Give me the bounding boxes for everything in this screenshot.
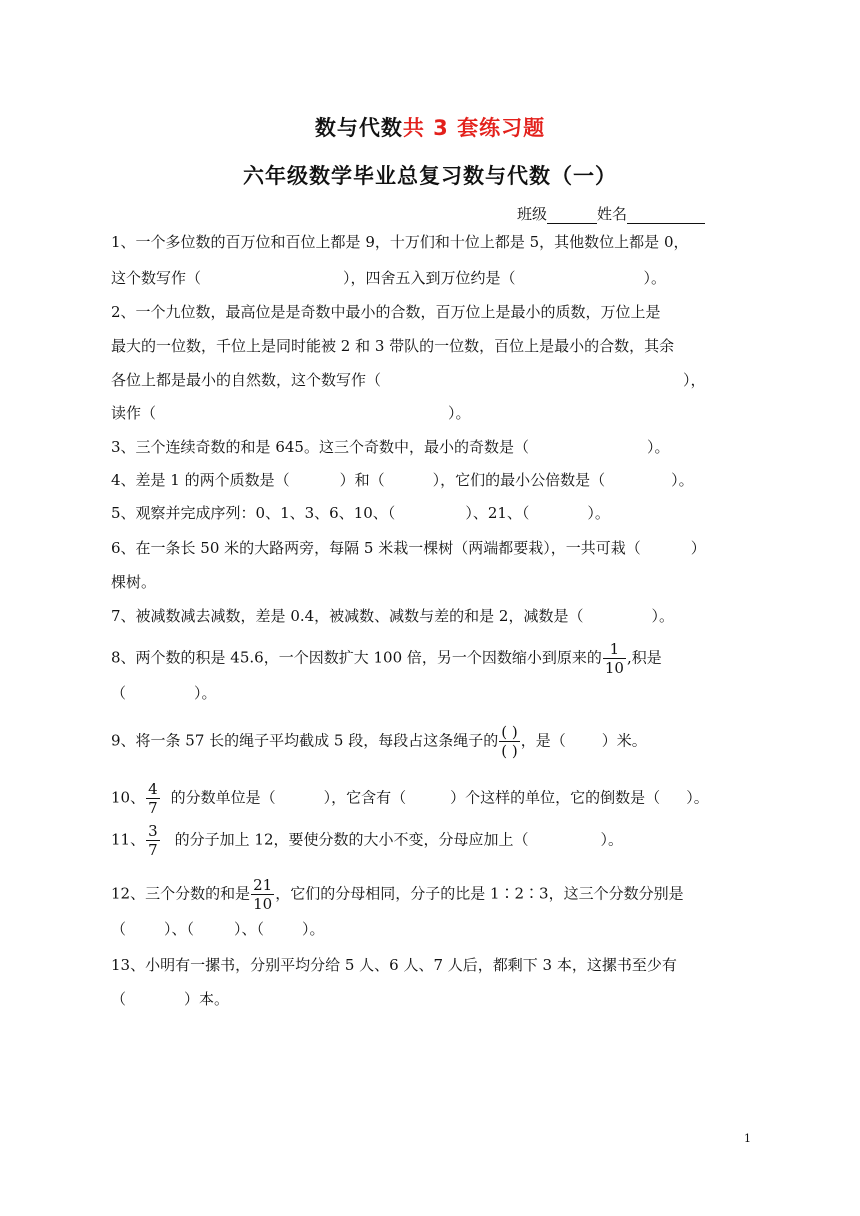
class-blank[interactable] [547, 207, 597, 224]
question-2-line-4 [111, 403, 471, 423]
question-9 [111, 723, 647, 760]
question-2-line-1: 2、一个九位数，最高位是是奇数中最小的合数，百万位上是最小的质数，万位上是 [111, 303, 661, 321]
q3-text-a: 3、三个连续奇数的和是 645。这三个奇数中，最小的奇数是（ [111, 438, 529, 456]
question-8-line-1 [111, 640, 662, 677]
page-title [0, 112, 860, 142]
question-1-line-1: 1、一个多位数的百万位和百位上都是 9，十万们和十位上都是 5，其他数位上都是 0， [111, 233, 689, 251]
student-info [517, 203, 705, 224]
q1-text-c: ）。 [643, 269, 667, 287]
q8-text-c: （ [111, 684, 127, 702]
q11-text-c: ）。 [600, 830, 624, 849]
q2-text-d: ）。 [448, 404, 471, 422]
q11-text-a: 11、 [111, 830, 146, 849]
q6-text-b: ） [690, 539, 706, 557]
q13-text-b: ）本。 [184, 990, 230, 1008]
question-13-line-1: 13、小明有一摞书，分别平均分给 5 人、6 人、7 人后，都剩下 3 本，这摞书至少有 [111, 956, 677, 974]
name-blank[interactable] [627, 207, 705, 224]
fraction-numerator: 4 [148, 780, 158, 798]
q13-text-a: （ [111, 990, 127, 1008]
q6-text-a: 6、在一条长 50 米的大路两旁，每隔 5 米栽一棵树（两端都要栽），一共可栽（ [111, 539, 641, 557]
q8-text-a: 8、两个数的积是 45.6，一个因数扩大 100 倍，另一个因数缩小到原来的 [111, 648, 602, 667]
q12-text-b: ，它们的分母相同，分子的比是 1∶2∶3，这三个分数分别是 [275, 884, 684, 903]
q5-text-b: ）、21、（ [465, 504, 530, 522]
fraction-denominator: 10 [253, 895, 273, 913]
question-5 [111, 503, 610, 523]
q10-text-b: 的分数单位是（ [170, 788, 276, 807]
q7-text-a: 7、被减数减去减数，差是 0.4，被减数、减数与差的和是 2，减数是（ [111, 607, 584, 625]
question-2-line-2: 最大的一位数，千位上是同时能被 2 和 3 带队的一位数，百位上是最小的合数，其余 [111, 337, 675, 355]
question-12-line-2 [111, 919, 325, 939]
q12-text-f: ）。 [302, 920, 325, 938]
title-highlight: 共 3 套练习题 [402, 116, 546, 140]
question-4 [111, 470, 694, 490]
q10-text-e: ）。 [686, 788, 709, 807]
fraction-numerator[interactable]: ( ) [501, 723, 518, 741]
q4-text-a: 4、差是 1 的两个质数是（ [111, 471, 290, 489]
q2-text-c: 读作（ [111, 404, 157, 422]
q5-text-a: 5、观察并完成序列：0、1、3、6、10、（ [111, 504, 396, 522]
q9-text-c: ）米。 [601, 731, 647, 750]
fraction-1-over-10 [603, 640, 626, 677]
q10-text-d: ）个这样的单位，它的倒数是（ [450, 788, 661, 807]
fraction-numerator: 3 [148, 822, 158, 840]
class-label: 班级 [517, 205, 548, 223]
q3-text-b: ）。 [646, 438, 670, 456]
question-6-line-1 [111, 538, 706, 558]
q12-text-d: ）、（ [164, 920, 195, 938]
question-7 [111, 606, 674, 626]
q1-text-b: ），四舍五入到万位约是（ [343, 269, 516, 287]
name-label: 姓名 [597, 205, 628, 223]
q4-text-b: ）和（ [339, 471, 385, 489]
fraction-numerator: 1 [603, 640, 626, 659]
q9-text-a: 9、将一条 57 长的绳子平均截成 5 段，每段占这条绳子的 [111, 731, 499, 750]
fraction-4-over-7 [146, 780, 160, 817]
fraction-3-over-7 [146, 822, 160, 859]
q8-text-b: ,积是 [626, 648, 662, 667]
fraction-blank[interactable] [499, 723, 519, 760]
question-13-line-2 [111, 989, 229, 1009]
question-8-line-2 [111, 683, 217, 703]
q5-text-c: ）。 [587, 504, 610, 522]
question-6-line-2: 棵树。 [111, 573, 157, 591]
q7-text-b: ）。 [651, 607, 674, 625]
q4-text-c: ），它们的最小公倍数是（ [432, 471, 606, 489]
q2-text-a: 各位上都是最小的自然数，这个数写作（ [111, 371, 382, 389]
question-10 [111, 780, 709, 817]
q12-text-c: （ [111, 920, 127, 938]
q1-text-a: 这个数写作（ [111, 269, 202, 287]
fraction-denominator[interactable]: ( ) [501, 742, 518, 760]
fraction-denominator: 7 [148, 799, 158, 817]
q11-text-b: 的分子加上 12，要使分数的大小不变，分母应加上（ [174, 830, 529, 849]
fraction-numerator: 21 [253, 876, 273, 894]
q12-text-a: 12、三个分数的和是 [111, 884, 251, 903]
fraction-denominator: 7 [148, 841, 158, 859]
q9-text-b: ，是（ [520, 731, 566, 750]
q12-text-e: ）、（ [234, 920, 265, 938]
q10-text-c: ），它含有（ [323, 788, 407, 807]
worksheet-subtitle: 六年级数学毕业总复习数与代数（一） [243, 164, 617, 188]
question-12-line-1 [111, 876, 684, 913]
q10-text-a: 10、 [111, 788, 146, 807]
fraction-denominator: 10 [604, 659, 624, 677]
q8-text-d: ）。 [194, 684, 217, 702]
title-main: 数与代数 [314, 116, 403, 140]
question-3 [111, 437, 669, 457]
question-11 [111, 822, 623, 859]
page-number: 1 [744, 1132, 751, 1145]
q4-text-d: ）。 [671, 471, 694, 489]
q2-text-b: ）， [683, 371, 706, 389]
question-2-line-3 [111, 370, 706, 390]
question-1-line-2 [111, 268, 666, 288]
fraction-21-over-10 [251, 876, 274, 913]
